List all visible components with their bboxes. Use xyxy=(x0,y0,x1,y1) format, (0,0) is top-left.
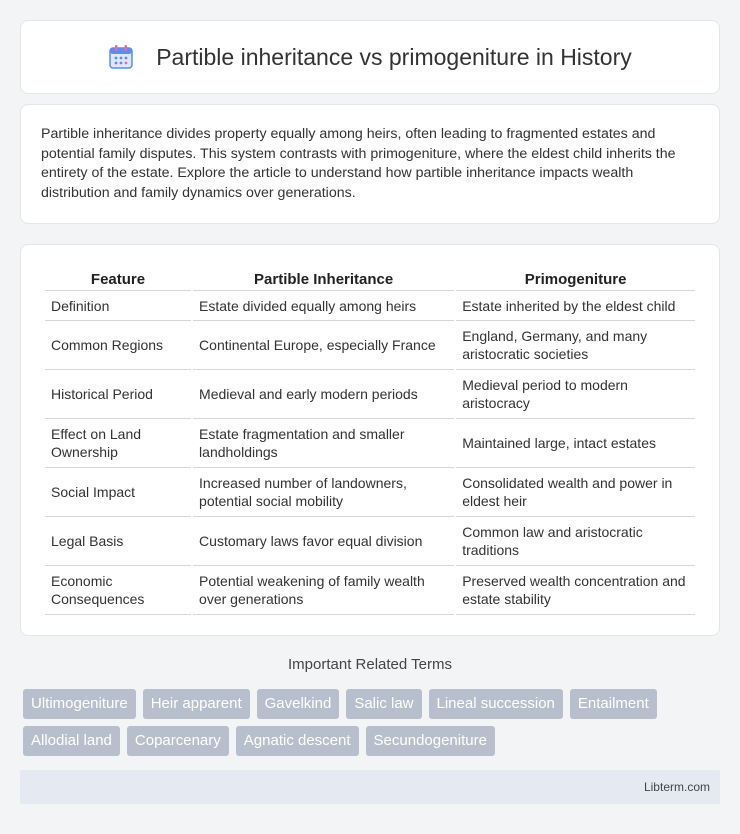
cell-primogeniture: Maintained large, intact estates xyxy=(456,419,695,468)
title-card xyxy=(20,20,720,94)
tag-entailment[interactable]: Entailment xyxy=(570,689,657,719)
header-feature: Feature xyxy=(45,265,191,291)
related-terms-title: Important Related Terms xyxy=(288,656,452,673)
table-row xyxy=(45,321,695,370)
table-row xyxy=(45,566,695,615)
footer-site-link[interactable]: Libterm.com xyxy=(643,780,710,794)
cell-primogeniture: Preserved wealth concentration and estate stability xyxy=(456,566,695,615)
cell-partible: Estate divided equally among heirs xyxy=(193,291,454,321)
header-primogeniture: Primogeniture xyxy=(456,265,695,291)
intro-text: Partible inheritance divides property equally among heirs, often leading to fragmented estates and potential family disputes. This system contrasts with primogeniture, where the eldest child inherits the entirety of the estate. Explore the article to understand how partible inheritance impacts wealth distribution and family dynamics over generations. xyxy=(41,126,676,201)
tag-lineal-succession[interactable]: Lineal succession xyxy=(429,689,563,719)
table-row xyxy=(45,419,695,468)
cell-primogeniture: England, Germany, and many aristocratic societies xyxy=(456,321,695,370)
tag-ultimogeniture[interactable]: Ultimogeniture xyxy=(23,689,136,719)
cell-primogeniture: Estate inherited by the eldest child xyxy=(456,291,695,321)
table-row xyxy=(45,370,695,419)
comparison-table xyxy=(43,265,697,615)
tag-secundogeniture[interactable]: Secundogeniture xyxy=(366,726,495,756)
tag-allodial-land[interactable]: Allodial land xyxy=(23,726,120,756)
tag-salic-law[interactable]: Salic law xyxy=(346,689,421,719)
tag-heir-apparent[interactable]: Heir apparent xyxy=(143,689,250,719)
intro-card xyxy=(20,104,720,224)
page-title: Partible inheritance vs primogeniture in History xyxy=(156,43,632,70)
cell-partible: Increased number of landowners, potential social mobility xyxy=(193,468,454,517)
footer xyxy=(20,770,720,804)
related-terms-tags xyxy=(23,689,723,763)
cell-partible: Medieval and early modern periods xyxy=(193,370,454,419)
tag-row-1 xyxy=(23,689,723,719)
cell-feature: Historical Period xyxy=(45,370,191,419)
cell-partible: Potential weakening of family wealth over generations xyxy=(193,566,454,615)
tag-gavelkind[interactable]: Gavelkind xyxy=(257,689,340,719)
table-row xyxy=(45,291,695,321)
cell-partible: Customary laws favor equal division xyxy=(193,517,454,566)
tag-coparcenary[interactable]: Coparcenary xyxy=(127,726,229,756)
cell-feature: Definition xyxy=(45,291,191,321)
table-row xyxy=(45,517,695,566)
table-header-row xyxy=(45,265,695,291)
cell-feature: Common Regions xyxy=(45,321,191,370)
comparison-table-card xyxy=(20,244,720,636)
tag-agnatic-descent[interactable]: Agnatic descent xyxy=(236,726,359,756)
header-partible: Partible Inheritance xyxy=(193,265,454,291)
cell-primogeniture: Medieval period to modern aristocracy xyxy=(456,370,695,419)
tag-row-2 xyxy=(23,726,723,756)
cell-partible: Estate fragmentation and smaller landholdings xyxy=(193,419,454,468)
cell-feature: Effect on Land Ownership xyxy=(45,419,191,468)
table-row xyxy=(45,468,695,517)
cell-primogeniture: Consolidated wealth and power in eldest heir xyxy=(456,468,695,517)
cell-feature: Economic Consequences xyxy=(45,566,191,615)
cell-feature: Social Impact xyxy=(45,468,191,517)
calendar-icon xyxy=(108,44,134,70)
cell-partible: Continental Europe, especially France xyxy=(193,321,454,370)
cell-primogeniture: Common law and aristocratic traditions xyxy=(456,517,695,566)
cell-feature: Legal Basis xyxy=(45,517,191,566)
